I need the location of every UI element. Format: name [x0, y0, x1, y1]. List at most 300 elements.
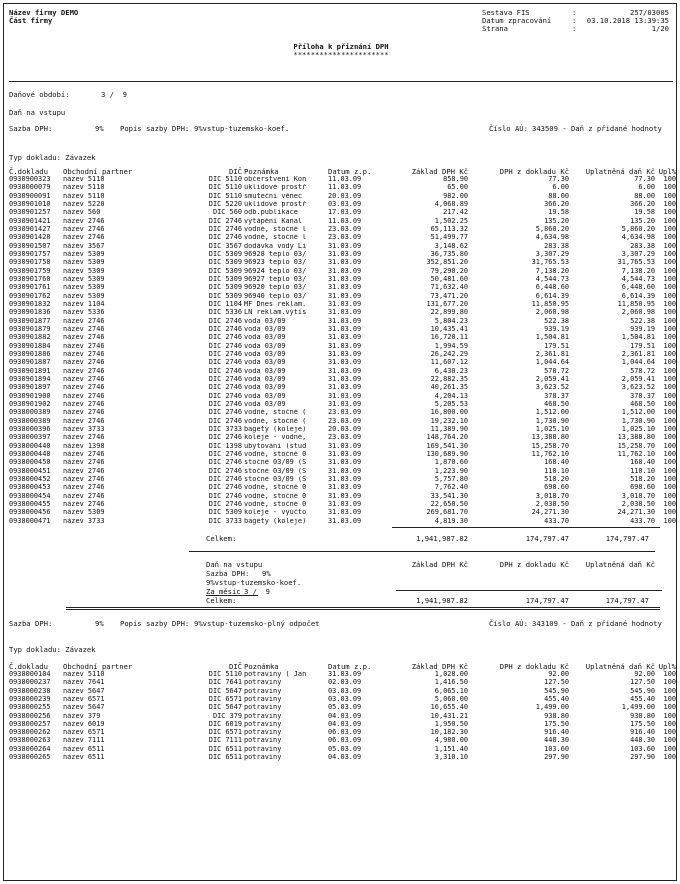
cell-base: 10,431.21: [430, 712, 468, 720]
cell-date: 23.03.09: [328, 234, 362, 242]
cell-note: 96940 teplo 03/: [244, 292, 307, 300]
cell-date: 06.03.09: [328, 737, 362, 745]
section-title: Daň na vstupu: [9, 108, 66, 117]
rate-value-2: 9%: [95, 619, 104, 628]
cell-pct: 100: [663, 342, 676, 350]
cell-claimed: 518.20: [630, 475, 655, 483]
cell-dic: DIČ 560: [212, 209, 242, 217]
cell-note: stočné 03/09 (S: [244, 459, 307, 467]
cell-claimed: 11,762.10: [617, 450, 655, 458]
cell-date: 31.03.09: [328, 359, 362, 367]
cell-base: 130,689.90: [426, 450, 468, 458]
cell-date: 31.03.09: [328, 284, 362, 292]
table-row: [4, 501, 678, 508]
total-label: Celkem:: [206, 534, 237, 543]
cell-note: úklidové prostř: [244, 184, 307, 192]
firm-name: Název firmy DEMO: [9, 8, 79, 17]
cell-date: 31.03.09: [328, 671, 362, 678]
summary-total-rule: [396, 590, 662, 591]
cell-dic: DIČ 2746: [208, 359, 242, 367]
cell-vat: 175.50: [544, 720, 569, 728]
cell-claimed: 1,512.00: [621, 409, 655, 417]
cell-dic: DIČ 2746: [208, 392, 242, 400]
table-row: [4, 754, 678, 761]
rate-desc-value-2: 9%vstup-tuzemsko-plný odpočet: [194, 619, 320, 628]
cell-date: 31.03.09: [328, 459, 362, 467]
col-date-2: Datum z.p.: [328, 662, 372, 671]
table-row: [4, 688, 678, 695]
total-rule: [392, 527, 660, 528]
table-row: [4, 509, 678, 516]
cell-note: vodné, stočné 0: [244, 492, 307, 500]
cell-doc-number: 0938000440: [9, 442, 51, 450]
table-row: [4, 704, 678, 711]
cell-pct: 100: [663, 671, 676, 678]
cell-partner: název 5110: [63, 671, 105, 678]
cell-partner: název 6019: [63, 720, 105, 728]
table-row: [4, 679, 678, 686]
table-row: [4, 518, 678, 525]
col-base-2: Základ DPH Kč: [411, 662, 468, 671]
table-row: [4, 309, 678, 316]
table-row: [4, 484, 678, 491]
cell-claimed: 135.20: [630, 217, 655, 225]
cell-note: občerstvení Kon: [244, 176, 307, 183]
cell-vat: 916.40: [544, 729, 569, 737]
cell-base: 4,819.30: [434, 517, 468, 525]
cell-partner: název 5309: [63, 259, 105, 267]
cell-partner: název 2746: [63, 217, 105, 225]
table-row: [4, 713, 678, 720]
cell-dic: DIČ 5110: [208, 184, 242, 192]
cell-partner: název 2746: [63, 325, 105, 333]
cell-dic: DIČ 3567: [208, 242, 242, 250]
cell-note: potraviny: [244, 754, 282, 761]
cell-note: potraviny: [244, 679, 282, 687]
cell-partner: název 6511: [63, 754, 105, 761]
cell-base: 16,655.40: [430, 704, 468, 712]
table-row: [4, 409, 678, 416]
cell-doc-number: 0938000452: [9, 475, 51, 483]
cell-date: 31.03.09: [328, 475, 362, 483]
cell-dic: DIČ 2746: [208, 367, 242, 375]
col-vat: DPH z dokladu Kč: [499, 167, 569, 176]
cell-claimed: 297.90: [630, 754, 655, 761]
table-row: [4, 209, 678, 216]
cell-claimed: 168.40: [630, 459, 655, 467]
table-row: [4, 476, 678, 483]
cell-doc-number: 0930900323: [9, 176, 51, 183]
cell-base: 5,205.53: [434, 400, 468, 408]
cell-claimed: 31,765.53: [617, 259, 655, 267]
cell-base: 65.00: [447, 184, 468, 192]
cell-claimed: 3,018.70: [621, 492, 655, 500]
cell-claimed: 455.40: [630, 695, 655, 703]
cell-claimed: 698.60: [630, 484, 655, 492]
cell-claimed: 7,138.20: [621, 267, 655, 275]
cell-base: 4,068.89: [434, 200, 468, 208]
cell-pct: 100: [663, 209, 676, 217]
cell-pct: 100: [663, 334, 676, 342]
cell-partner: název 2746: [63, 484, 105, 492]
cell-dic: DIČ 5647: [208, 704, 242, 712]
col-dic: DIČ: [229, 167, 242, 176]
cell-date: 31.03.09: [328, 392, 362, 400]
cell-pct: 100: [663, 192, 676, 200]
summary-rate-value: 9%: [262, 569, 271, 578]
cell-partner: název 2746: [63, 409, 105, 417]
cell-base: 1,028.00: [434, 671, 468, 678]
cell-partner: název 2746: [63, 500, 105, 508]
cell-partner: název 7111: [63, 737, 105, 745]
cell-doc-number: 0930901421: [9, 217, 51, 225]
cell-partner: název 3567: [63, 242, 105, 250]
cell-date: 31.03.09: [328, 242, 362, 250]
cell-dic: DIČ 2746: [208, 409, 242, 417]
cell-doc-number: 0930901894: [9, 375, 51, 383]
cell-dic: DIČ 5647: [208, 687, 242, 695]
cell-date: 23.03.09: [328, 409, 362, 417]
cell-base: 11,389.90: [430, 425, 468, 433]
cell-claimed: 2,038.50: [621, 500, 655, 508]
cell-dic: DIČ 2746: [208, 484, 242, 492]
col-dic-2: DIČ: [229, 662, 242, 671]
cell-date: 31.03.09: [328, 375, 362, 383]
cell-date: 11.03.09: [328, 184, 362, 192]
cell-pct: 100: [663, 695, 676, 703]
cell-doc-number: 0930901900: [9, 392, 51, 400]
cell-pct: 100: [663, 275, 676, 283]
cell-vat: 4,544.73: [535, 275, 569, 283]
cell-dic: DIČ 2746: [208, 225, 242, 233]
cell-claimed: 1,504.81: [621, 334, 655, 342]
cell-dic: DIČ 2746: [208, 375, 242, 383]
cell-pct: 100: [663, 234, 676, 242]
cell-note: potraviny: [244, 704, 282, 712]
table-row: [4, 384, 678, 391]
rate-label: Sazba DPH:: [9, 124, 53, 133]
cell-doc-number: 0930901902: [9, 400, 51, 408]
cell-doc-number: 0938000455: [9, 500, 51, 508]
cell-vat: 15,258.70: [531, 442, 569, 450]
cell-pct: 100: [663, 392, 676, 400]
cell-date: 31.03.09: [328, 334, 362, 342]
summary-month-value: 3 / 9: [244, 587, 270, 596]
cell-note: vodné, stočné (: [244, 409, 307, 417]
cell-vat: 468.50: [544, 400, 569, 408]
cell-doc-number: 0938000263: [9, 737, 51, 745]
cell-vat: 297.90: [544, 754, 569, 761]
cell-base: 131,677.20: [426, 300, 468, 308]
cell-note: stočné 03/09 (S: [244, 467, 307, 475]
cell-dic: DIČ 5336: [208, 309, 242, 317]
cell-note: voda 03/09: [244, 375, 286, 383]
cell-partner: název 3733: [63, 517, 105, 525]
cell-pct: 100: [663, 259, 676, 267]
cell-vat: 6,448.60: [535, 284, 569, 292]
cell-note: 96920 teplo 03/: [244, 284, 307, 292]
cell-base: 26,242.29: [430, 350, 468, 358]
cell-claimed: 92.00: [634, 671, 655, 678]
cell-dic: DIČ 5309: [208, 275, 242, 283]
cell-base: 982.00: [443, 192, 468, 200]
cell-dic: DIČ 379: [212, 712, 242, 720]
table-row: [4, 426, 678, 433]
cell-doc-number: 0938000265: [9, 754, 51, 761]
cell-doc-number: 0930901891: [9, 367, 51, 375]
cell-base: 65,113.32: [430, 225, 468, 233]
cell-base: 40,261.35: [430, 384, 468, 392]
cell-note: smuteční věnec: [244, 192, 303, 200]
cell-dic: DIČ 2746: [208, 434, 242, 442]
cell-dic: DIČ 6571: [208, 695, 242, 703]
table-row: [4, 284, 678, 291]
report-colon: :: [572, 8, 577, 17]
col-vat-2: DPH z dokladu Kč: [499, 662, 569, 671]
doc-type: Typ dokladu: Závazek: [9, 153, 96, 162]
cell-note: vodné, stočné 0: [244, 450, 307, 458]
cell-vat: 698.60: [544, 484, 569, 492]
cell-vat: 7,138.20: [535, 267, 569, 275]
page-label: Strana: [482, 24, 508, 33]
cell-dic: DIČ 2746: [208, 217, 242, 225]
cell-partner: název 2746: [63, 317, 105, 325]
cell-claimed: 378.37: [630, 392, 655, 400]
cell-vat: 31,765.53: [531, 259, 569, 267]
cell-dic: DIČ 2746: [208, 400, 242, 408]
cell-pct: 100: [663, 417, 676, 425]
cell-note: potraviny: [244, 712, 282, 720]
cell-note: 96923 teplo 03/: [244, 259, 307, 267]
rate-label-2: Sazba DPH:: [9, 619, 53, 628]
cell-pct: 100: [663, 425, 676, 433]
cell-base: 19,232.10: [430, 417, 468, 425]
cell-base: 269,681.70: [426, 509, 468, 517]
cell-dic: DIČ 1398: [208, 442, 242, 450]
table-row: [4, 376, 678, 383]
table-row: [4, 226, 678, 233]
cell-partner: název 6511: [63, 745, 105, 753]
cell-note: bagety (koleje): [244, 425, 307, 433]
cell-pct: 100: [663, 400, 676, 408]
cell-claimed: 11,850.95: [617, 300, 655, 308]
cell-note: MF Dnes reklam.: [244, 300, 307, 308]
cell-partner: název 2746: [63, 367, 105, 375]
cell-doc-number: 0930901882: [9, 334, 51, 342]
cell-partner: název 2746: [63, 467, 105, 475]
cell-pct: 100: [663, 467, 676, 475]
cell-base: 5,060.00: [434, 695, 468, 703]
cell-doc-number: 0930901832: [9, 300, 51, 308]
cell-doc-number: 0938000237: [9, 679, 51, 687]
cell-claimed: 15,258.70: [617, 442, 655, 450]
cell-partner: název 2746: [63, 450, 105, 458]
cell-dic: DIČ 3733: [208, 517, 242, 525]
table-row: [4, 393, 678, 400]
cell-claimed: 522.38: [630, 317, 655, 325]
tax-period-value: 3 / 9: [101, 90, 127, 99]
date-label: Datum zpracování: [482, 16, 552, 25]
cell-vat: 92.00: [548, 671, 569, 678]
cell-doc-number: 0938000396: [9, 425, 51, 433]
cell-doc-number: 0938000453: [9, 484, 51, 492]
cell-vat: 3,307.29: [535, 250, 569, 258]
cell-note: úklidové prostř: [244, 200, 307, 208]
total-base: 1,941,987.82: [416, 534, 468, 543]
col-claimed-2: Uplatněná daň Kč: [585, 662, 655, 671]
table-row: [4, 293, 678, 300]
cell-doc-number: 0938000454: [9, 492, 51, 500]
cell-vat: 366.20: [544, 200, 569, 208]
cell-partner: název 7641: [63, 679, 105, 687]
cell-pct: 100: [663, 367, 676, 375]
cell-pct: 100: [663, 217, 676, 225]
cell-partner: název 2746: [63, 417, 105, 425]
cell-dic: DIČ 2746: [208, 384, 242, 392]
cell-vat: 179.51: [544, 342, 569, 350]
cell-vat: 938.80: [544, 712, 569, 720]
cell-doc-number: 0930901760: [9, 275, 51, 283]
cell-claimed: 1,499.00: [621, 704, 655, 712]
cell-doc-number: 0938000238: [9, 687, 51, 695]
cell-date: 03.03.09: [328, 695, 362, 703]
section-end-rule: [66, 607, 660, 610]
cell-date: 31.03.09: [328, 467, 362, 475]
cell-pct: 100: [663, 184, 676, 192]
cell-base: 1,416.50: [434, 679, 468, 687]
cell-vat: 168.40: [544, 459, 569, 467]
cell-note: voda 03/09: [244, 350, 286, 358]
table-row: [4, 696, 678, 703]
cell-vat: 127.50: [544, 679, 569, 687]
cell-note: potraviny: [244, 729, 282, 737]
processing-date: 03.10.2018 13:39:35: [586, 16, 669, 25]
cell-pct: 100: [663, 754, 676, 761]
cell-note: 96927 teplo 03/: [244, 275, 307, 283]
cell-doc-number: 0930901879: [9, 325, 51, 333]
cell-pct: 100: [663, 242, 676, 250]
cell-partner: název 2746: [63, 234, 105, 242]
cell-pct: 100: [663, 292, 676, 300]
cell-pct: 100: [663, 200, 676, 208]
cell-doc-number: 0938000456: [9, 509, 51, 517]
cell-date: 05.03.09: [328, 745, 362, 753]
col-doc-2: Č.dokladu: [9, 662, 48, 671]
cell-date: 31.03.09: [328, 500, 362, 508]
cell-date: 04.03.09: [328, 720, 362, 728]
col-partner-2: Obchodní partner: [63, 662, 133, 671]
rate-desc-value: 9%vstup-tuzemsko-koef.: [194, 124, 290, 133]
cell-pct: 100: [663, 679, 676, 687]
cell-date: 20.03.09: [328, 192, 362, 200]
summary-total-label: Celkem:: [206, 596, 237, 605]
cell-vat: 545.90: [544, 687, 569, 695]
cell-pct: 100: [663, 450, 676, 458]
total-vat: 174,797.47: [525, 534, 569, 543]
cell-note: potraviny: [244, 745, 282, 753]
summary-col-base: Základ DPH Kč: [411, 560, 468, 569]
cell-base: 3,148.62: [434, 242, 468, 250]
cell-claimed: 19.58: [634, 209, 655, 217]
cell-vat: 448.30: [544, 737, 569, 745]
cell-base: 3,310.10: [434, 754, 468, 761]
cell-base: 10,435.41: [430, 325, 468, 333]
cell-base: 217.42: [443, 209, 468, 217]
cell-claimed: 578.72: [630, 367, 655, 375]
table-row: [4, 326, 678, 333]
cell-vat: 455.40: [544, 695, 569, 703]
cell-partner: název 5110: [63, 176, 105, 183]
cell-claimed: 2,060.98: [621, 309, 655, 317]
cell-note: koleje - vodné,: [244, 434, 307, 442]
table-row: [4, 343, 678, 350]
cell-note: vodné, stočné l: [244, 225, 307, 233]
cell-note: potraviny: [244, 720, 282, 728]
cell-pct: 100: [663, 459, 676, 467]
cell-doc-number: 0930901836: [9, 309, 51, 317]
cell-claimed: 127.50: [630, 679, 655, 687]
cell-base: 6,065.10: [434, 687, 468, 695]
cell-doc-number: 0938000471: [9, 517, 51, 525]
cell-date: 03.03.09: [328, 687, 362, 695]
table-row: [4, 184, 678, 191]
header-rule: [9, 81, 673, 82]
cell-vat: 11,762.10: [531, 450, 569, 458]
cell-claimed: 13,388.80: [617, 434, 655, 442]
table-row: [4, 468, 678, 475]
cell-pct: 100: [663, 284, 676, 292]
cell-doc-number: 0938000450: [9, 459, 51, 467]
summary-rate-label: Sazba DPH:: [206, 569, 250, 578]
cell-base: 22,899.80: [430, 309, 468, 317]
cell-doc-number: 0938000079: [9, 184, 51, 192]
firm-part: Část firmy: [9, 16, 53, 25]
cell-base: 1,950.50: [434, 720, 468, 728]
cell-vat: 1,730.90: [535, 417, 569, 425]
cell-doc-number: 0938000397: [9, 434, 51, 442]
cell-claimed: 6,448.60: [621, 284, 655, 292]
rate-desc-label-2: Popis sazby DPH:: [120, 619, 190, 628]
cell-note: potraviny: [244, 695, 282, 703]
cell-dic: DIČ 3733: [208, 425, 242, 433]
cell-dic: DIČ 2746: [208, 334, 242, 342]
cell-dic: DIČ 6511: [208, 754, 242, 761]
cell-date: 04.03.09: [328, 754, 362, 761]
cell-pct: 100: [663, 475, 676, 483]
cell-dic: DIČ 2746: [208, 317, 242, 325]
cell-vat: 1,044.64: [535, 359, 569, 367]
cell-vat: 3,623.52: [535, 384, 569, 392]
cell-note: bagety (koleje): [244, 517, 307, 525]
cell-pct: 100: [663, 309, 676, 317]
summary-total-vat: 174,797.47: [525, 596, 569, 605]
cell-vat: 19.58: [548, 209, 569, 217]
cell-partner: název 5220: [63, 200, 105, 208]
cell-date: 31.03.09: [328, 400, 362, 408]
cell-doc-number: 0938000262: [9, 729, 51, 737]
cell-dic: DIČ 6511: [208, 745, 242, 753]
cell-date: 17.03.09: [328, 209, 362, 217]
cell-partner: název 5110: [63, 184, 105, 192]
cell-note: potraviny: [244, 687, 282, 695]
cell-pct: 100: [663, 267, 676, 275]
cell-date: 23.03.09: [328, 225, 362, 233]
report-number: 257/03005: [630, 8, 669, 17]
cell-pct: 100: [663, 745, 676, 753]
cell-note: voda 03/09: [244, 334, 286, 342]
cell-note: vodné, stočné (: [244, 417, 307, 425]
cell-doc-number: 0930901762: [9, 292, 51, 300]
